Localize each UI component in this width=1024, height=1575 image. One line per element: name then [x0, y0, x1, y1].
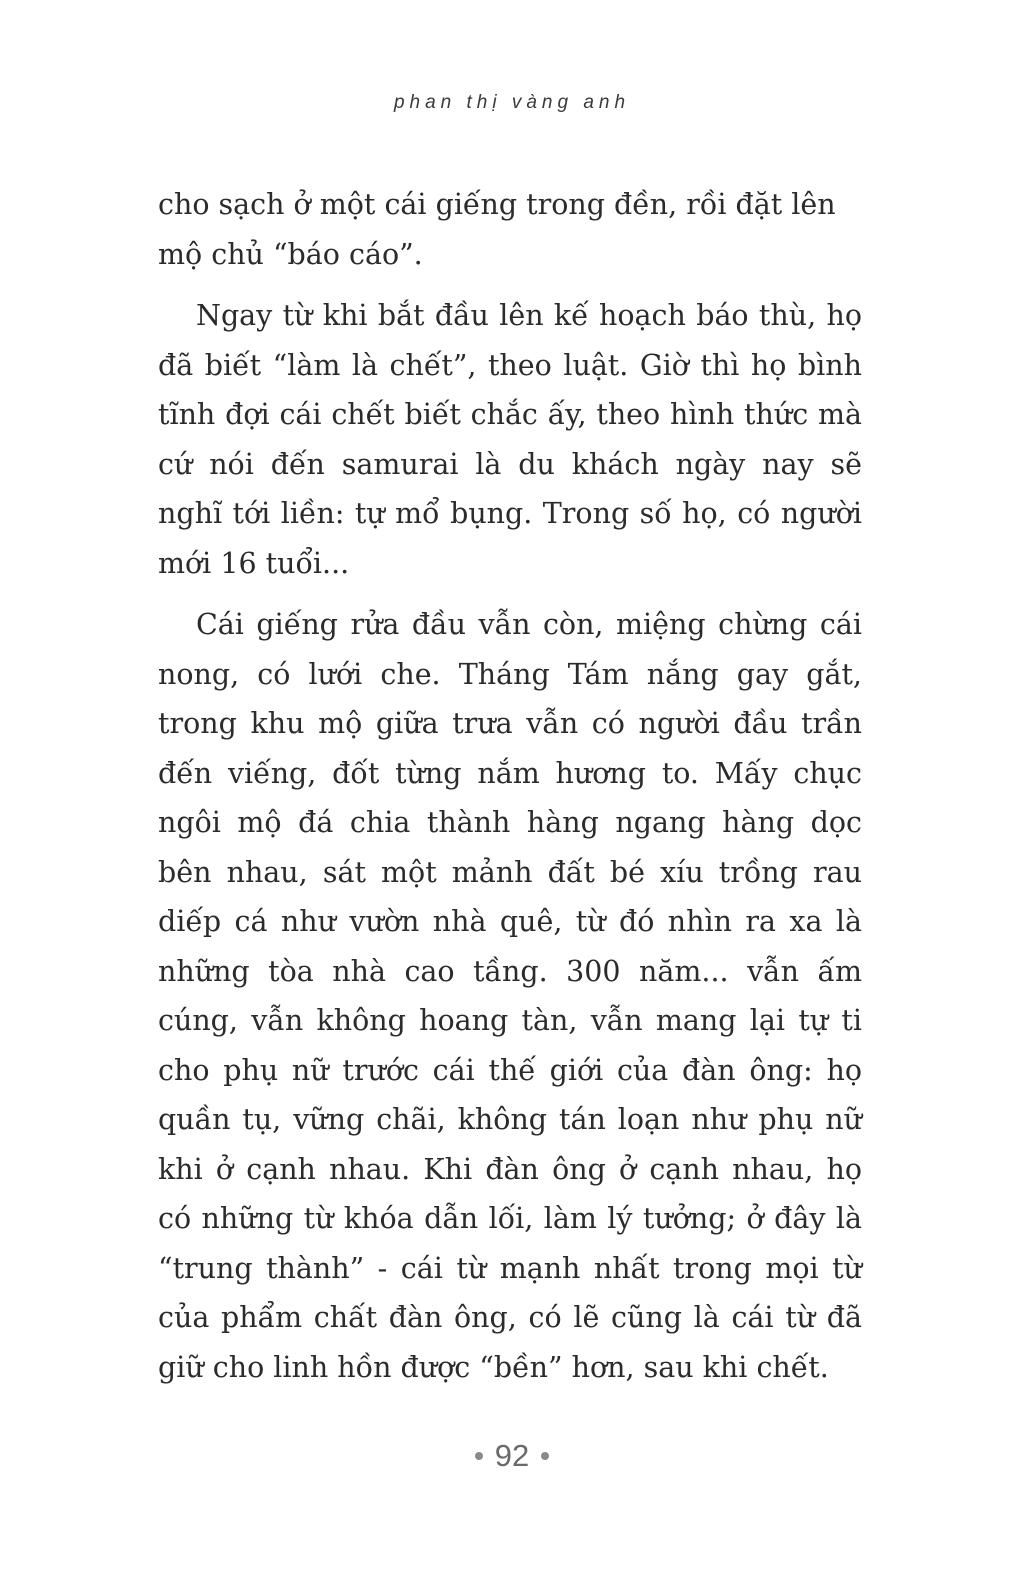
paragraph-2: Ngay từ khi bắt đầu lên kế hoạch báo thù, họ đã biết “làm là chết”, theo luật. Giờ thì họ bình tĩnh đợi cái chết biết chắc ấy, theo hình thức mà cứ nói đến samurai là du khách ngày nay sẽ nghĩ tới liền: tự mổ bụng. Trong số họ, có người mới 16 tuổi... [158, 299, 862, 580]
body-text [158, 180, 862, 1404]
bullet-dot-right [541, 1452, 549, 1460]
page-number: 92 [494, 1438, 530, 1473]
paragraph-3: Cái giếng rửa đầu vẫn còn, miệng chừng cái nong, có lưới che. Tháng Tám nắng gay gắt, trong khu mộ giữa trưa vẫn có người đầu trần đến viếng, đốt từng nắm hương to. Mấy chục ngôi mộ đá chia thành hàng ngang hàng dọc bên nhau, sát một mảnh đất bé xíu trồng rau diếp cá như vườn nhà quê, từ đó nhìn ra xa là những tòa nhà cao tầng. 300 năm... vẫn ấm cúng, vẫn không hoang tàn, vẫn mang lại tự ti cho phụ nữ trước cái thế giới của đàn ông: họ quần tụ, vững chãi, không tán loạn như phụ nữ khi ở cạnh nhau. Khi đàn ông ở cạnh nhau, họ có những từ khóa dẫn lối, làm lý tưởng; ở đây là “trung thành” - cái từ mạnh nhất trong mọi từ của phẩm chất đàn ông, có lẽ cũng là cái từ đã giữ cho linh hồn được “bền” hơn, sau khi chết. [158, 608, 862, 1384]
running-header: phan thị vàng anh [393, 92, 631, 113]
bullet-dot-left [475, 1452, 483, 1460]
paragraph-1: cho sạch ở một cái giếng trong đền, rồi đặt lên mộ chủ “báo cáo”. [158, 188, 836, 271]
page-number-footer [0, 1438, 1024, 1474]
